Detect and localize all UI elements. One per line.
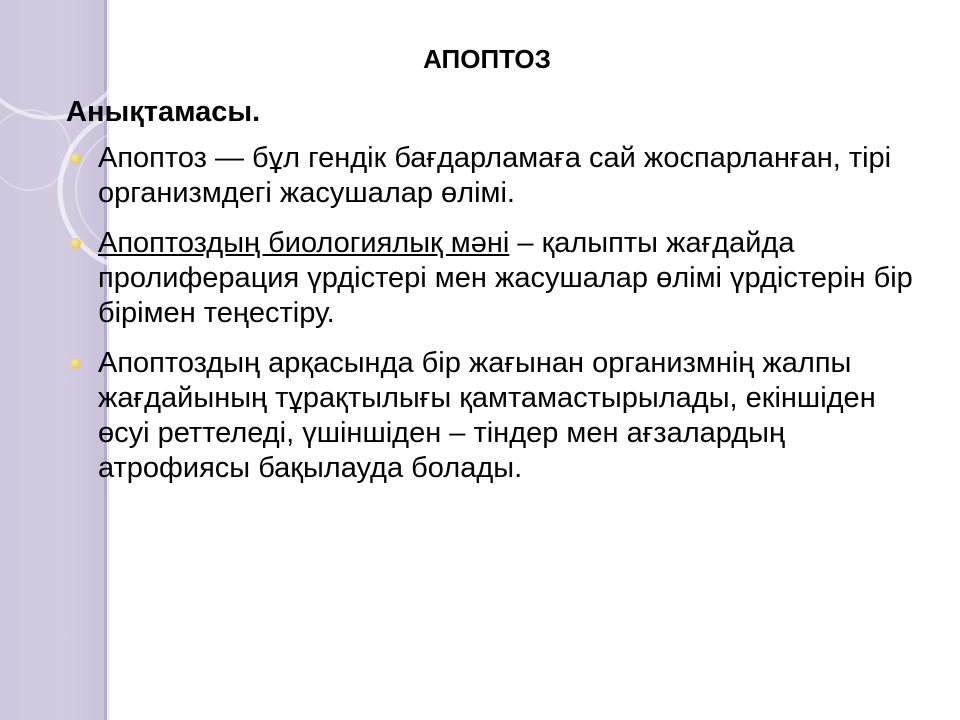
bullet-text: Апоптоздың арқасында бір жағынан организмнің жалпы жағдайының тұрақтылығы қамтамастырылады, екіншіден өсуі реттеледі, үшіншіден – тіндер мен ағзалардың атрофиясы бақылауда болады. (98, 347, 876, 484)
bullet-underlined-term: Апоптоздың биологиялық мәні (98, 227, 510, 259)
bullet-list (70, 141, 930, 501)
bullet-text: – қалыпты жағдайда пролиферация үрдістері мен жасушалар өлімі үрдістерін бір бірімен теңестіру. (98, 227, 913, 329)
bullet-dot-icon (70, 153, 81, 164)
bullet-item-outcomes (70, 346, 930, 486)
bullet-item-definition (70, 141, 930, 211)
bullet-item-biological-meaning (70, 226, 930, 331)
slide-title: АПОПТОЗ (423, 44, 551, 74)
bullet-text: Апоптоз — бұл гендік бағдарламаға сай жоспарланған, тірі организмдегі жасушалар өлімі. (98, 142, 892, 209)
bullet-dot-icon (70, 358, 81, 369)
slide-subtitle: Анықтамасы. (66, 96, 261, 128)
bullet-dot-icon (70, 238, 81, 249)
